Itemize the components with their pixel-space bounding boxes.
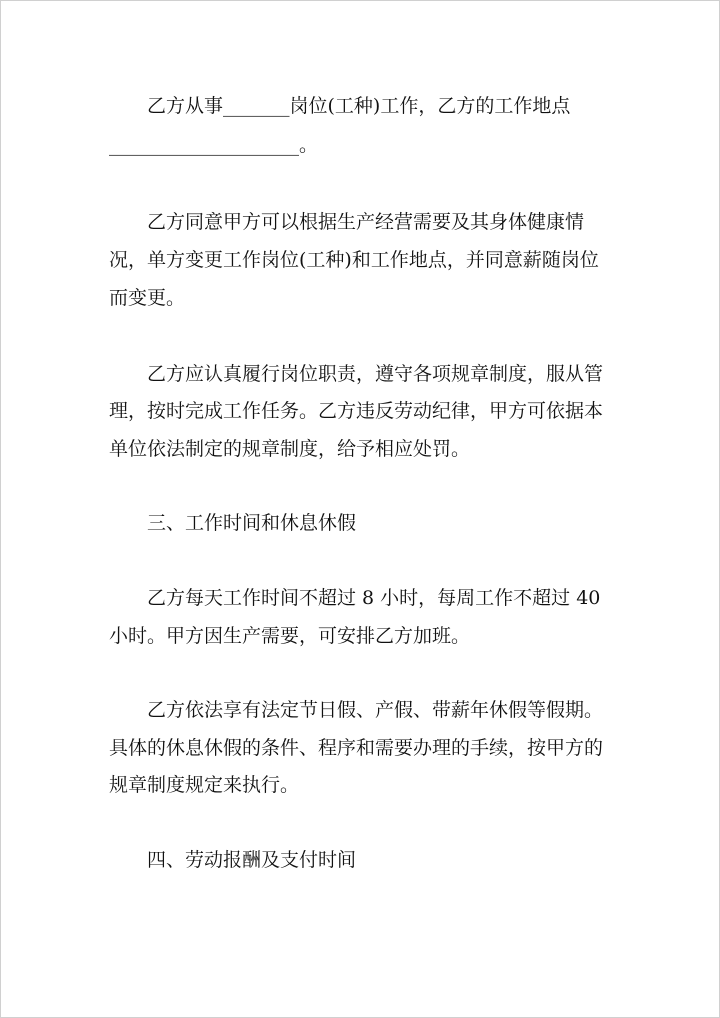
- text-line: 乙方同意甲方可以根据生产经营需要及其身体健康情: [147, 211, 585, 233]
- section-heading: 四、劳动报酬及支付时间: [147, 849, 357, 871]
- text-line: 而变更。: [109, 287, 186, 309]
- text-line: 乙方应认真履行岗位职责，遵守各项规章制度，服从管: [147, 363, 604, 385]
- text-line: 小时。甲方因生产需要，可安排乙方加班。: [109, 625, 471, 647]
- text-line: 乙方从事_______岗位(工种)工作，乙方的工作地点: [147, 95, 571, 117]
- text-line: 规章制度规定来执行。: [109, 774, 300, 796]
- text-line: 乙方每天工作时间不超过 8 小时，每周工作不超过 40: [147, 587, 601, 609]
- text-line: 乙方依法享有法定节日假、产假、带薪年休假等假期。: [147, 699, 604, 721]
- text-line: 理，按时完成工作任务。乙方违反劳动纪律，甲方可依据本: [109, 400, 604, 422]
- text-line: 单位依法制定的规章制度，给予相应处罚。: [109, 438, 471, 460]
- section-heading: 三、工作时间和休息休假: [147, 512, 357, 534]
- text-line: 况，单方变更工作岗位(工种)和工作地点，并同意薪随岗位: [109, 249, 599, 271]
- text-line: 具体的休息休假的条件、程序和需要办理的手续，按甲方的: [109, 737, 604, 759]
- text-line: ____________________。: [109, 134, 319, 156]
